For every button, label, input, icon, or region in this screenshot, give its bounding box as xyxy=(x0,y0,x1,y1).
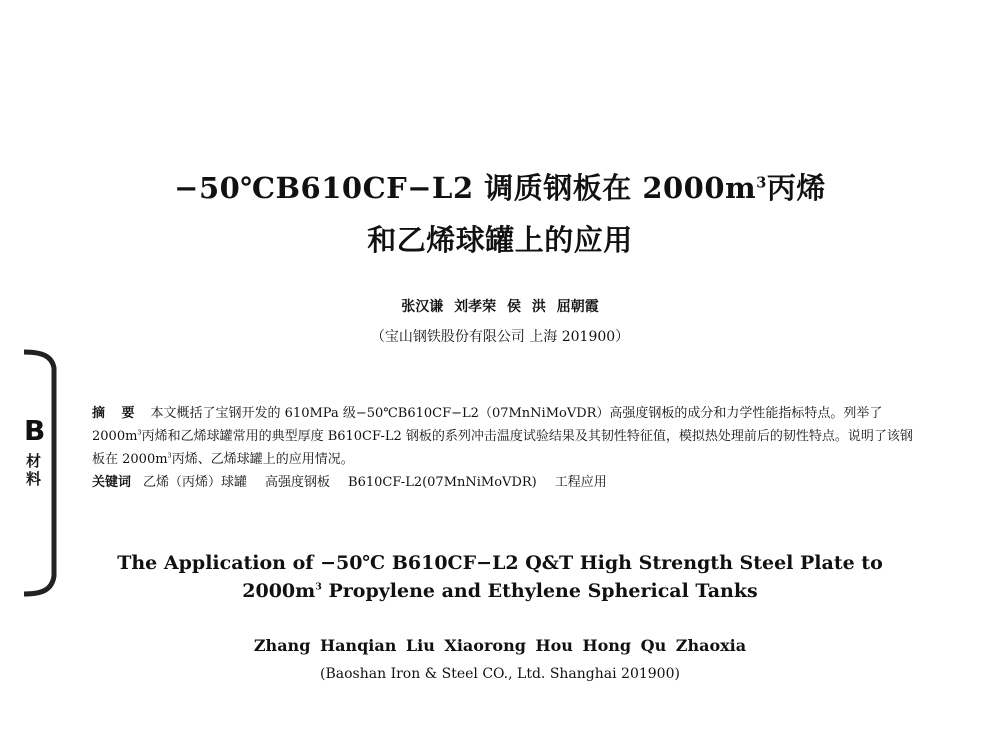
abstract-text-b: 丙烯和乙烯球罐常用的典型厚度 B610CF-L2 钢板的系列冲击温度试验结果及其韧性特征值，模拟热处理前后的韧性特点。说明了该钢板在 2000m xyxy=(92,429,913,467)
affiliation: （宝山钢铁股份有限公司 上海 201900） xyxy=(370,329,630,345)
abstract-sup2: 3 xyxy=(167,451,172,460)
abstract-label: 摘 要 xyxy=(92,406,141,421)
keyword-item: 乙烯（丙烯）球罐 xyxy=(143,475,248,490)
paper-title-line1 xyxy=(0,166,1000,207)
section-label-line1: 材 xyxy=(26,452,42,470)
abstract-sup: 3 xyxy=(137,428,142,437)
title-suffix: 丙烯 xyxy=(766,171,826,205)
english-title-prefix: 2000m xyxy=(242,580,316,602)
abstract-text-a: 本文概括了宝钢开发的 610MPa 级−50℃B610CF−L2（07MnNiMoVDR）高强度钢板的成分和力学性能指标特点。列举了 2000m xyxy=(92,406,883,444)
keywords xyxy=(92,471,924,494)
section-label xyxy=(26,452,46,488)
section-letter: B xyxy=(24,414,46,447)
keywords-label: 关键词 xyxy=(92,475,132,490)
english-title-suffix: Propylene and Ethylene Spherical Tanks xyxy=(321,580,758,602)
abstract xyxy=(92,402,924,494)
keyword-item: B610CF-L2(07MnNiMoVDR) xyxy=(348,475,537,490)
english-title-sup: 3 xyxy=(315,581,322,593)
title-prefix: −50℃B610CF−L2 调质钢板在 2000m xyxy=(174,171,757,205)
english-affiliation: (Baoshan Iron & Steel CO., Ltd. Shanghai 201900) xyxy=(320,666,680,682)
keyword-item: 高强度钢板 xyxy=(265,475,331,490)
section-label-line2: 料 xyxy=(26,470,42,488)
english-title-line1: The Application of −50℃ B610CF−L2 Q&T High Strength Steel Plate to xyxy=(117,552,883,574)
paper-title-line2: 和乙烯球罐上的应用 xyxy=(367,223,633,257)
english-authors: Zhang Hanqian Liu Xiaorong Hou Hong Qu Zhaoxia xyxy=(253,636,747,655)
abstract-body xyxy=(92,402,924,471)
abstract-text-c: 丙烯、乙烯球罐上的应用情况。 xyxy=(171,452,354,467)
english-title-line2 xyxy=(0,580,1000,602)
keyword-item: 工程应用 xyxy=(554,475,607,490)
authors: 张汉谦 刘孝荣 侯 洪 屈朝霞 xyxy=(401,299,599,315)
title-superscript: 3 xyxy=(756,174,767,192)
